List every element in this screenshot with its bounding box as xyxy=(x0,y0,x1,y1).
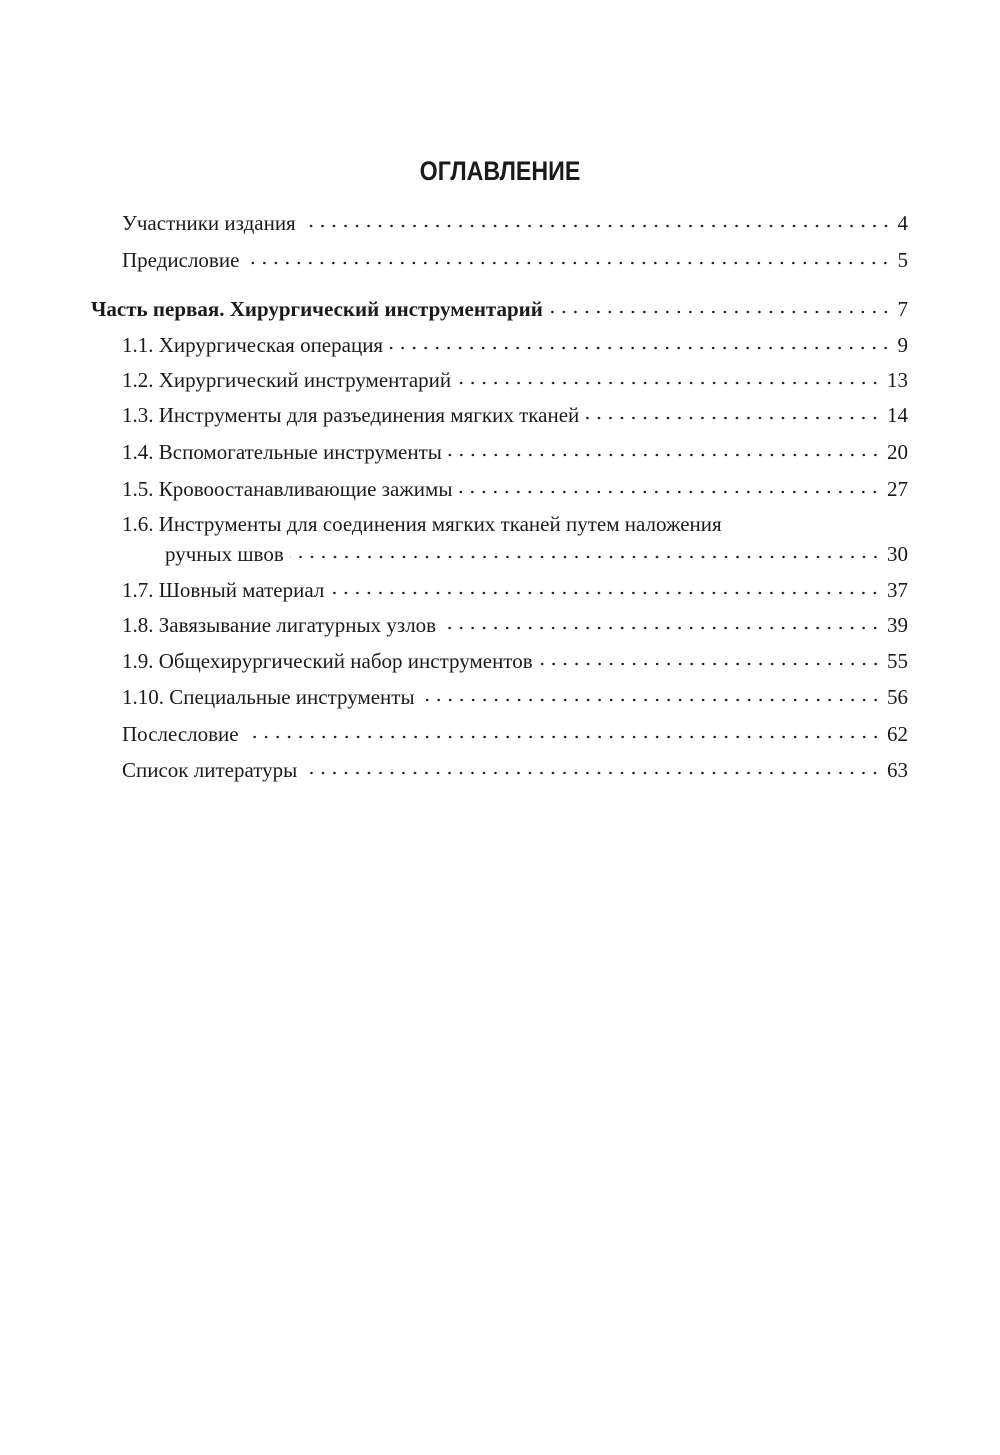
toc-heading: ОГЛАВЛЕНИЕ xyxy=(419,156,581,186)
dot-leader xyxy=(389,331,891,352)
toc-entry-page: 27 xyxy=(887,477,908,501)
toc-entry-continuation[interactable] xyxy=(165,540,908,568)
toc-entry-page: 13 xyxy=(887,368,908,392)
toc-entry-label: 1.4. Вспомогательные инструменты xyxy=(122,440,442,464)
toc-entry-label: Предисловие xyxy=(122,248,240,272)
toc-part-entry[interactable] xyxy=(91,295,908,323)
toc-entry-wrapped-line[interactable] xyxy=(122,510,908,538)
toc-entry[interactable] xyxy=(122,438,908,466)
dot-leader xyxy=(421,683,881,704)
toc-entry-label: Список литературы xyxy=(122,758,298,782)
dot-leader xyxy=(245,246,891,267)
toc-entry[interactable] xyxy=(122,401,908,429)
toc-entry[interactable] xyxy=(122,611,908,639)
toc-entry[interactable] xyxy=(122,647,908,675)
toc-entry-page: 20 xyxy=(887,440,908,464)
toc-entry-page: 56 xyxy=(887,685,908,709)
toc-entry-label: 1.5. Кровоостанавливающие зажимы xyxy=(122,477,453,501)
toc-entry-page: 55 xyxy=(887,649,908,673)
toc-entry-page: 62 xyxy=(887,722,908,746)
dot-leader xyxy=(303,756,881,777)
toc-entry-label: 1.9. Общехирургический набор инструментов xyxy=(122,649,533,673)
dot-leader xyxy=(302,209,892,230)
toc-entry-label: Часть первая. Хирургический инструментарий xyxy=(91,297,543,321)
toc-entry[interactable] xyxy=(122,475,908,503)
toc-entry[interactable] xyxy=(122,366,908,394)
dot-leader xyxy=(458,475,881,496)
toc-entry-page: 14 xyxy=(887,403,908,427)
toc-entry-page: 9 xyxy=(897,333,908,357)
toc-entry-page: 63 xyxy=(887,758,908,782)
toc-entry[interactable] xyxy=(122,331,908,359)
dot-leader xyxy=(245,720,881,741)
toc-entry[interactable] xyxy=(122,246,908,274)
dot-leader xyxy=(457,366,881,387)
toc-entry-label: 1.6. Инструменты для соединения мягких тканей путем наложения xyxy=(122,512,722,536)
toc-entry-page: 4 xyxy=(897,211,908,235)
toc-entry[interactable] xyxy=(122,720,908,748)
dot-leader xyxy=(442,611,881,632)
toc-entry-page: 39 xyxy=(887,613,908,637)
dot-leader xyxy=(290,540,881,561)
toc-entry-label: Участники издания xyxy=(122,211,296,235)
toc-entry-page: 30 xyxy=(887,542,908,566)
toc-entry[interactable] xyxy=(122,683,908,711)
toc-entry-label: 1.3. Инструменты для разъединения мягких тканей xyxy=(122,403,580,427)
dot-leader xyxy=(448,438,881,459)
dot-leader xyxy=(539,647,881,668)
toc-entry[interactable] xyxy=(122,576,908,604)
toc-entry-label: 1.8. Завязывание лигатурных узлов xyxy=(122,613,437,637)
toc-entry[interactable] xyxy=(122,756,908,784)
toc-entry[interactable] xyxy=(122,209,908,237)
toc-entry-page: 5 xyxy=(897,248,908,272)
toc-entry-label: ручных швов xyxy=(165,542,284,566)
toc-entry-label: 1.1. Хирургическая операция xyxy=(122,333,384,357)
dot-leader xyxy=(585,401,881,422)
toc-entry-label: 1.10. Специальные инструменты xyxy=(122,685,415,709)
toc-entry-label: 1.2. Хирургический инструментарий xyxy=(122,368,452,392)
toc-entry-label: Послесловие xyxy=(122,722,239,746)
dot-leader xyxy=(330,576,881,597)
toc-entry-label: 1.7. Шовный материал xyxy=(122,578,325,602)
toc-entry-page: 37 xyxy=(887,578,908,602)
dot-leader xyxy=(549,295,892,316)
toc-entry-page: 7 xyxy=(897,297,908,321)
